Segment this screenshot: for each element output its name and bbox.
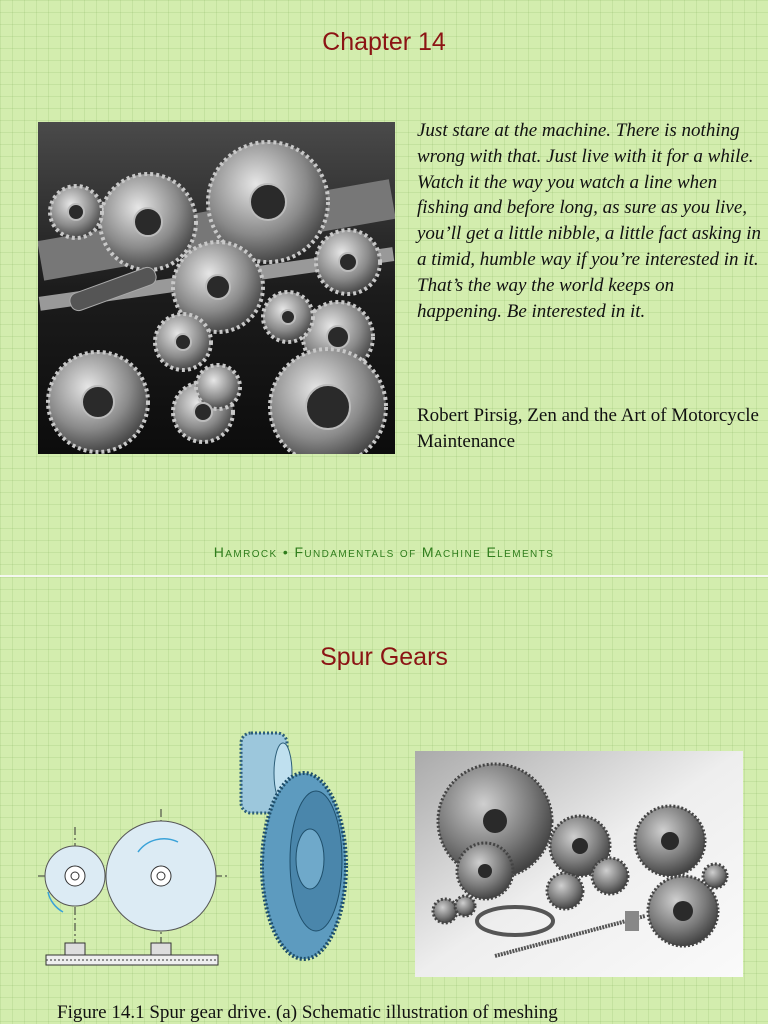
chapter-title: Chapter 14 <box>322 28 446 56</box>
spur-gear-pair-model <box>238 731 348 961</box>
figure-caption: Figure 14.1 Spur gear drive. (a) Schematic illustration of meshing <box>57 1002 558 1023</box>
pirsig-quote: Just stare at the machine. There is nothing wrong with that. Just live with it for a while. Watch it the way you watch a line when fishing and before long, as sure as you live, you’ll get a little nibble, a little fact asking in a timid, humble way if you’re interested in it. That’s the way the world keeps on happening. Be interested in it. <box>417 120 762 322</box>
spur-gears-photo <box>415 751 743 977</box>
meshing-gears-schematic <box>38 807 228 972</box>
quote-attribution: Robert Pirsig, Zen and the Art of Motorcycle Maintenance <box>417 405 759 452</box>
book-footer: Hamrock • Fundamentals of Machine Elements <box>213 544 555 560</box>
spur-gears-title: Spur Gears <box>320 643 448 671</box>
gears-photo <box>38 122 395 454</box>
slide-spur-gears <box>0 577 768 1024</box>
